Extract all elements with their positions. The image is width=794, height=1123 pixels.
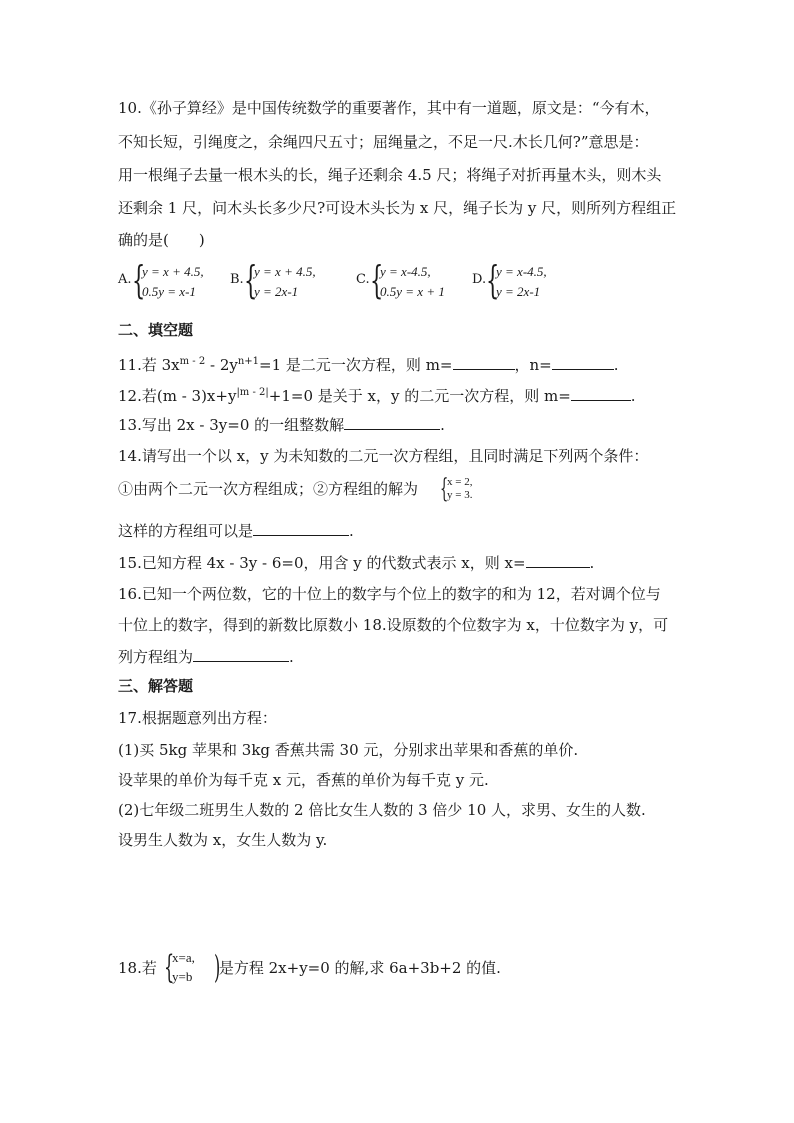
q17-line1: 17.根据题意列出方程： xyxy=(118,709,277,727)
q17-line4: (2)七年级二班男生人数的 2 倍比女生人数的 3 倍少 10 人，求男、女生的人数. xyxy=(118,801,646,819)
q13-text: 13.写出 2x - 3y=0 的一组整数解 xyxy=(118,416,345,434)
option-label: D. xyxy=(472,272,487,287)
q11-exponent-2: n+1 xyxy=(237,356,260,367)
q12 xyxy=(118,383,636,406)
q10-line1: 10.《孙子算经》是中国传统数学的重要著作，其中有一道题，原文是：“今有木， xyxy=(118,99,660,117)
q15-text: . xyxy=(589,554,595,572)
q17-line2: (1)买 5kg 苹果和 3kg 香蕉共需 30 元，分别求出苹果和香蕉的单价. xyxy=(118,741,579,759)
q10-option-c[interactable] xyxy=(356,260,466,304)
q11-answer-blank-m[interactable] xyxy=(453,354,515,370)
q10-line2: 不知长短，引绳度之，余绳四尺五寸；屈绳量之，不足一尺.木长几何?”意思是： xyxy=(118,133,649,151)
q10-option-b[interactable] xyxy=(230,260,340,304)
q14-line2 xyxy=(118,479,418,499)
q16-line2: 十位上的数字，得到的新数比原数小 18.设原数的个位数字为 x，十位数字为 y，可 xyxy=(118,616,669,634)
q14-solution-y: y = 3. xyxy=(447,489,473,501)
q16-line3 xyxy=(118,646,294,667)
left-brace-icon: { xyxy=(132,258,146,302)
q10-line4: 还剩余 1 尺，问木头长多少尺?可设木头长为 x 尺，绳子长为 y 尺，则所列方程组正 xyxy=(118,199,677,217)
option-eq2: y = 2x-1 xyxy=(496,284,541,299)
q16-answer-blank[interactable] xyxy=(193,646,289,662)
left-brace-icon: { xyxy=(370,258,384,302)
right-paren-icon: ) xyxy=(214,948,221,986)
q16-line1: 16.已知一个两位数，它的十位上的数字与个位上的数字的和为 12，若对调个位与 xyxy=(118,585,661,603)
q14-text: 这样的方程组可以是 xyxy=(118,522,254,540)
q18-text: 是方程 2x+y=0 的解,求 6a+3b+2 的值. xyxy=(218,959,501,977)
q10-option-a[interactable] xyxy=(118,260,228,304)
section-heading-fill-blank: 二、填空题 xyxy=(118,321,194,339)
q16-text: . xyxy=(289,648,294,666)
q14-solution-x: x = 2, xyxy=(447,476,473,488)
q16-text: 列方程组为 xyxy=(118,648,194,666)
option-eq2: 0.5y = x-1 xyxy=(142,284,196,299)
left-brace-icon: { xyxy=(486,258,500,302)
q11-text: - 2y xyxy=(205,356,238,374)
section-heading-solve: 三、解答题 xyxy=(118,677,194,695)
q10-line5: 确的是( ) xyxy=(118,231,205,249)
q10-line3: 用一根绳子去量一根木头的长，绳子还剩余 4.5 尺；将绳子对折再量木头，则木头 xyxy=(118,166,662,184)
q12-exponent: |m - 2| xyxy=(236,387,269,398)
option-label: A. xyxy=(118,272,132,287)
option-eq2: y = 2x-1 xyxy=(254,284,299,299)
q12-text: +1=0 是关于 x，y 的二元一次方程，则 m= xyxy=(268,387,571,405)
q11-exponent-1: m - 2 xyxy=(179,356,206,367)
q11-text: ，n= xyxy=(514,356,552,374)
option-eq2: 0.5y = x + 1 xyxy=(380,284,445,299)
q11 xyxy=(118,352,619,375)
option-eq1: y = x + 4.5, xyxy=(254,264,316,279)
left-brace-icon: { xyxy=(164,948,175,986)
q13-answer-blank[interactable] xyxy=(344,414,440,430)
q11-text: . xyxy=(613,356,619,374)
left-brace-icon: { xyxy=(244,258,258,302)
option-eq1: y = x-4.5, xyxy=(496,264,547,279)
q13 xyxy=(118,414,445,435)
option-eq1: y = x + 4.5, xyxy=(142,264,204,279)
q17-line5: 设男生人数为 x，女生人数为 y. xyxy=(118,831,328,849)
q14-text: ①由两个二元一次方程组成；②方程组的解为 xyxy=(118,480,419,498)
option-label: B. xyxy=(230,272,244,287)
q18-system-eq1: x=a, xyxy=(172,950,195,965)
q15 xyxy=(118,552,594,573)
left-brace-icon: { xyxy=(440,474,449,504)
q12-answer-blank[interactable] xyxy=(571,385,631,401)
q14-line1: 14.请写出一个以 x，y 为未知数的二元一次方程组，且同时满足下列两个条件： xyxy=(118,447,649,465)
q18-text: 18.若 xyxy=(118,959,157,977)
q15-answer-blank[interactable] xyxy=(526,552,590,568)
q11-text: 11.若 3x xyxy=(118,356,180,374)
option-label: C. xyxy=(356,272,370,287)
q14-answer-blank[interactable] xyxy=(253,520,349,536)
q11-text: =1 是二元一次方程，则 m= xyxy=(259,356,453,374)
q11-answer-blank-n[interactable] xyxy=(552,354,614,370)
q14-text: . xyxy=(349,522,354,540)
option-eq1: y = x-4.5, xyxy=(380,264,431,279)
q17-line3: 设苹果的单价为每千克 x 元，香蕉的单价为每千克 y 元. xyxy=(118,771,489,789)
q12-text: . xyxy=(630,387,636,405)
q14-line3 xyxy=(118,520,354,541)
q10-option-d[interactable] xyxy=(472,260,582,304)
q15-text: 15.已知方程 4x - 3y - 6=0，用含 y 的代数式表示 x，则 x= xyxy=(118,554,526,572)
q13-text: . xyxy=(440,416,445,434)
q12-text: 12.若(m - 3)x+y xyxy=(118,387,237,405)
q18-system-eq2: y=b xyxy=(172,969,193,984)
